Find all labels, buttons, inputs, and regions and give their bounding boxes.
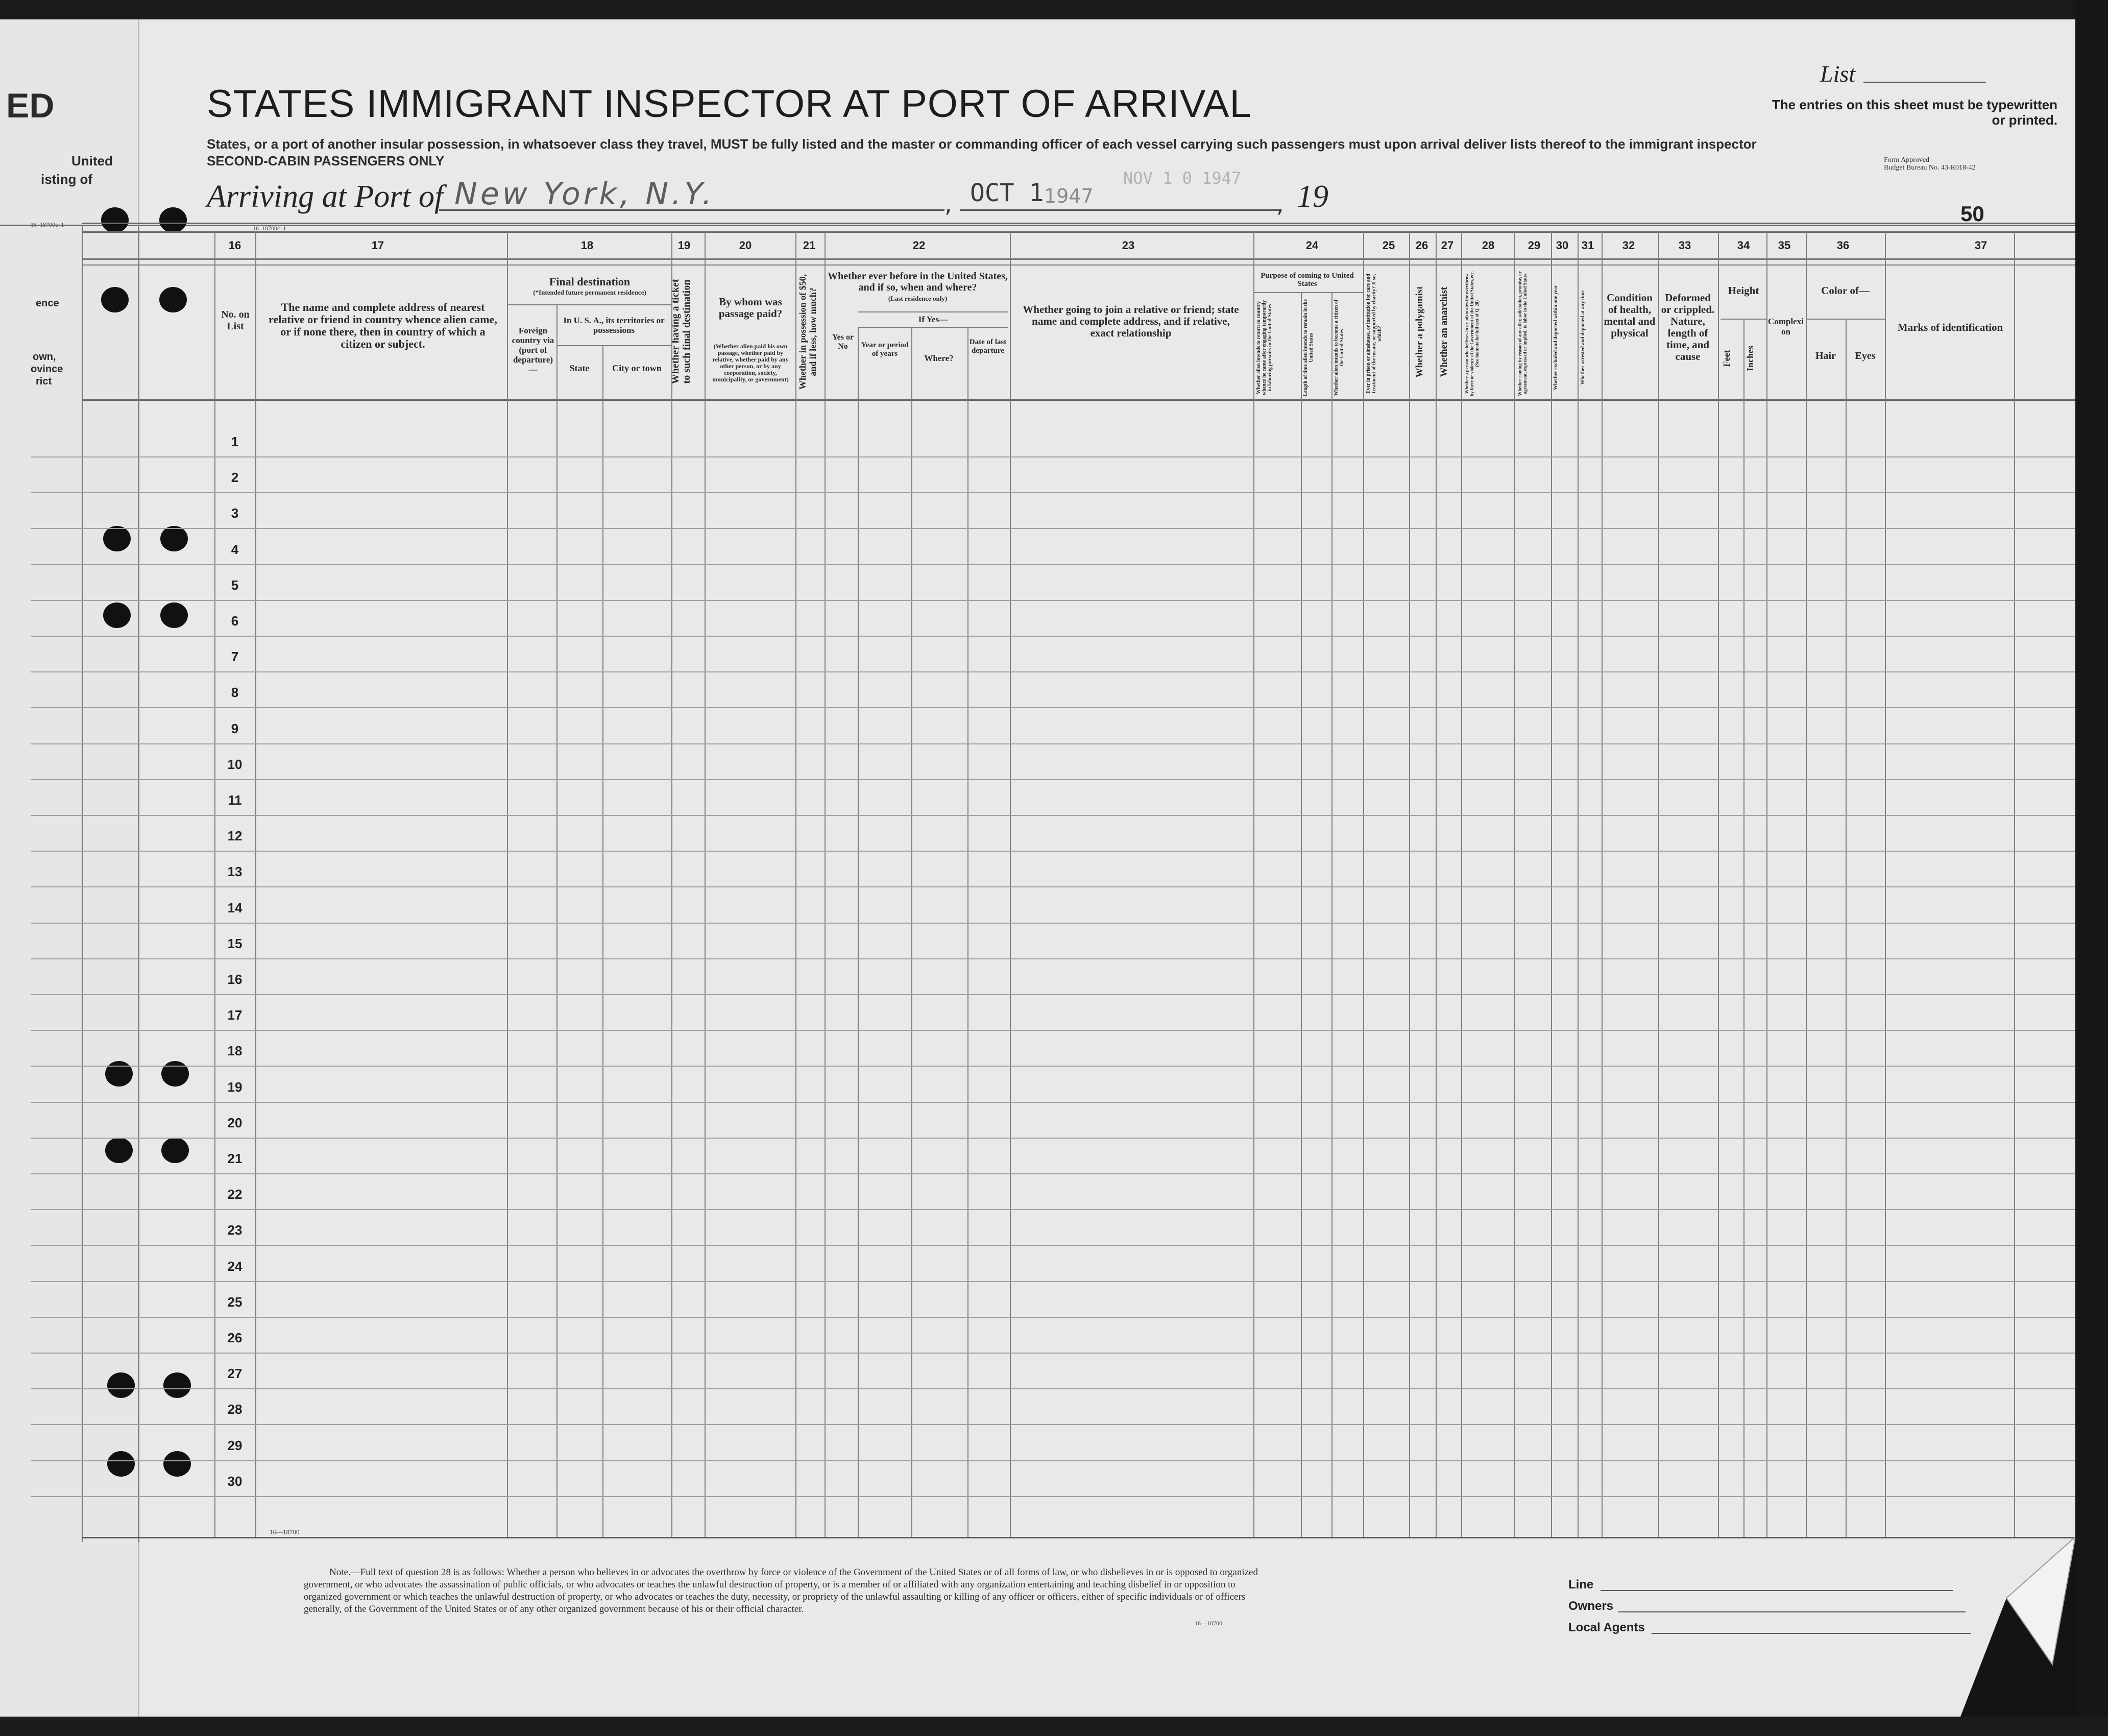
column-divider [1253, 231, 1254, 1537]
row-number: 20 [227, 1115, 243, 1130]
header-subrule [858, 327, 1008, 328]
footer-line-label: Line [1568, 1578, 1594, 1592]
header-purpose-b: Length of time alien intends to remain in the United States [1303, 299, 1314, 396]
column-number-35: 35 [1778, 239, 1791, 252]
table-row-line [31, 1281, 2075, 1282]
column-divider [671, 231, 672, 1537]
header-passage-paid: By whom was passage paid? [718, 296, 783, 320]
column-divider [1718, 231, 1719, 1537]
table-row-line [31, 958, 2075, 959]
header-overthrow: Whether a person who believes in or advocates the overthrow by force or violence of the Government of the United States, etc. (See footnote for full text of Q. 28) [1464, 271, 1480, 396]
binding-hole [103, 526, 131, 551]
header-feet: Feet [1722, 350, 1732, 367]
column-divider [967, 327, 968, 1537]
header-excluded: Whether excluded and deported within one year [1553, 285, 1559, 390]
row-number: 8 [231, 685, 239, 701]
header-polygamist: Whether a polygamist [1414, 286, 1425, 378]
table-row-line [31, 1496, 2075, 1497]
bottom-scan-edge [0, 1717, 2108, 1736]
class-line: SECOND-CABIN PASSENGERS ONLY [207, 153, 445, 168]
strip-fragment-own: own, [33, 351, 56, 363]
header-purpose: Purpose of coming to United States [1261, 272, 1354, 288]
row-number: 29 [227, 1437, 243, 1453]
row-number: 18 [227, 1043, 243, 1059]
binding-hole [101, 287, 129, 312]
sheet-number: 50 [1960, 202, 1984, 226]
page-title: STATES IMMIGRANT INSPECTOR AT PORT OF ARRIVAL [207, 82, 1252, 126]
header-ever-before-us: Whether ever before in the United States, and if so, when and where? [828, 271, 1008, 293]
row-number: 16 [227, 972, 243, 987]
form-approved: Form Approved [1884, 156, 1930, 164]
table-row-line [31, 492, 2075, 493]
table-row-line [31, 1388, 2075, 1389]
row-number: 22 [227, 1187, 243, 1202]
header-final-destination: Final destination [549, 275, 631, 288]
list-underline [1863, 82, 1986, 83]
header-subrule [1253, 292, 1363, 293]
table-row-line [31, 1353, 2075, 1354]
binding-hole [163, 1372, 191, 1398]
table-row-line [31, 1209, 2075, 1210]
column-divider [507, 231, 508, 1537]
header-prison: Ever in prison or almshouse, or institution for care and treatment of the insane, or supported by charity? If so, which? [1366, 274, 1383, 394]
year-prefix: 19 [1297, 179, 1328, 214]
binding-hole [105, 1061, 133, 1087]
column-divider [911, 327, 912, 1537]
strip-fragment-united: United [71, 153, 113, 168]
column-divider [795, 231, 796, 1537]
header-possession-50: Whether in possession of $50, and if less, how much? [797, 274, 818, 390]
instruction-line: States, or a port of another insular possession, in whatsoever class they travel, MUST be fully listed and the master or commanding officer of each vessel carrying such passengers must upon arrival deliver lists thereof to the immigrant inspector [207, 136, 1757, 152]
table-row-line [31, 886, 2075, 887]
header-no-on-list: No. on List [221, 309, 250, 332]
row-number: 11 [228, 792, 242, 808]
column-divider [214, 231, 215, 1537]
row-number: 4 [231, 541, 239, 557]
table-row-line [31, 564, 2075, 565]
header-offer-labor: Whether coming by reason of any offer, solicitation, promise, or agreement, expressed or implied, to labor in the United States [1517, 271, 1528, 396]
header-health: Condition of health, mental and physical [1604, 292, 1656, 339]
row-number: 24 [227, 1258, 243, 1274]
column-divider [255, 231, 256, 1537]
table-row-line [31, 743, 2075, 744]
table-form-code: 16—18700 [270, 1528, 300, 1536]
row-number: 3 [231, 505, 239, 521]
footer-local-agents-underline [1652, 1633, 1971, 1634]
header-final-destination-sub: (*Intended future permanent residence) [533, 288, 646, 296]
column-number-22: 22 [912, 239, 926, 252]
row-number: 25 [227, 1294, 243, 1310]
header-ever-before-us-sub: (Last residence only) [888, 295, 948, 302]
row-number: 19 [227, 1079, 243, 1095]
row-number: 21 [227, 1151, 243, 1166]
table-row-line [31, 1066, 2075, 1067]
question-28-note: Note.—Full text of question 28 is as follows: Whether a person who believes in or advocates the overthrow by force or violence of the Government of the United States or of all forms of law, or who disbelieves in or is opposed to organized government, or who advocates the assassination of public officials, or who advocates or teaches the unlawful destruction of property, or is a member of or affiliated with any organization entertaining and teaching disbelief in or opposition to organized government or which teaches the unlawful destruction of property, or who advocates or teaches the duty, necessity, or propriety of the unlawful assaulting or killing of any officer or officers, either of specific individuals or of officers generally, of the Government of the United States or of any other organized government because of his or their official character. [304, 1567, 1258, 1614]
header-complexion: Complexion [1768, 317, 1804, 336]
column-number-28: 28 [1482, 239, 1495, 252]
row-number: 1 [231, 434, 239, 449]
strip-fragment-rict: rict [36, 376, 52, 387]
column-divider [1514, 231, 1515, 1537]
binding-hole [159, 287, 187, 312]
column-divider [1602, 231, 1603, 1537]
column-number-16: 16 [228, 239, 241, 252]
column-number-34: 34 [1737, 239, 1750, 252]
footer-line-underline [1601, 1590, 1953, 1591]
header-in-usa: In U. S. A., its territories or possessions [563, 316, 665, 335]
note-form-code: 16—18700 [1195, 1620, 1222, 1627]
column-number-rule-2 [82, 264, 2075, 266]
header-subrule [508, 304, 671, 305]
row-number: 14 [227, 900, 243, 915]
margin-line [82, 225, 83, 1542]
column-number-17: 17 [371, 239, 384, 252]
column-number-29: 29 [1528, 239, 1541, 252]
table-row-line [31, 600, 2075, 601]
row-number: 7 [231, 649, 239, 665]
table-row-line [31, 636, 2075, 637]
header-height: Height [1728, 284, 1759, 297]
header-subrule [858, 311, 1008, 312]
column-number-18: 18 [580, 239, 594, 252]
footer-owners-underline [1618, 1611, 1966, 1612]
form-approved-block [1884, 156, 1976, 172]
column-number-31: 31 [1581, 239, 1594, 252]
binding-hole [161, 1138, 189, 1163]
binding-hole [107, 1372, 135, 1398]
table-row-line [31, 779, 2075, 780]
header-where: Where? [924, 353, 954, 363]
column-divider [1846, 319, 1847, 1537]
row-number: 30 [227, 1473, 243, 1489]
row-number: 13 [227, 864, 243, 880]
header-eyes: Eyes [1855, 350, 1876, 361]
header-nearest-relative: The name and complete address of nearest relative or friend in country whence alien came, or if none there, then in country of which a citizen or subject. [269, 301, 497, 350]
column-number-21: 21 [803, 239, 816, 252]
table-row-line [31, 815, 2075, 816]
arriving-label: Arriving at Port of [207, 179, 444, 214]
table-bottom-rule [82, 1537, 2075, 1538]
strip-fragment-ovince: ovince [31, 364, 63, 375]
table-row-line [31, 1102, 2075, 1103]
column-divider [556, 304, 558, 1537]
table-row-line [31, 994, 2075, 995]
table-row-line [31, 707, 2075, 708]
header-join-relative: Whether going to join a relative or friend; state name and complete address, and if relative, exact relationship [1023, 303, 1239, 339]
header-anarchist: Whether an anarchist [1439, 286, 1449, 377]
header-state: State [569, 363, 590, 373]
column-number-24: 24 [1305, 239, 1319, 252]
header-ticket: Whether having a ticket to such final destination [670, 279, 692, 384]
column-number-27: 27 [1441, 239, 1454, 252]
strip-fragment-listing: isting of [41, 172, 93, 187]
strip-form-code: 16–18700c–1 [31, 221, 64, 228]
row-number: 6 [231, 613, 239, 629]
binding-hole [101, 207, 129, 233]
table-row-line [31, 1245, 2075, 1246]
row-number: 12 [227, 828, 243, 844]
row-number: 10 [227, 756, 243, 772]
footer-owners-label: Owners [1568, 1599, 1614, 1613]
header-purpose-a: Whether alien intends to return to country whence he came after engaging temporarily in laboring pursuits in the United States [1256, 300, 1273, 396]
strip-fragment-ence: ence [36, 298, 59, 309]
margin-line [138, 225, 139, 1542]
column-divider [1301, 292, 1302, 1537]
binding-hole [160, 602, 188, 628]
strip-fragment-ed: ED [6, 86, 55, 125]
table-row-line [31, 1424, 2075, 1425]
header-inches: Inches [1745, 346, 1755, 372]
header-top-rule [82, 223, 2075, 224]
year-written: 1947 [1044, 185, 1094, 207]
table-row-line [31, 1460, 2075, 1461]
header-bottom-rule [82, 399, 2075, 401]
header-marks-identification: Marks of identification [1897, 321, 2003, 333]
table-row-line [31, 1030, 2075, 1031]
row-number: 9 [231, 720, 239, 736]
column-divider [1551, 231, 1552, 1537]
column-divider [1436, 231, 1437, 1537]
column-divider [1743, 319, 1744, 1537]
column-divider [2014, 231, 2015, 1537]
column-divider [1461, 231, 1462, 1537]
header-foreign-country: Foreign country via (port of departure)— [512, 326, 554, 374]
table-row-line [31, 456, 2075, 457]
header-yes-or-no: Yes or No [832, 333, 854, 351]
strip-rule [0, 225, 2075, 226]
column-number-36: 36 [1836, 239, 1850, 252]
column-divider [1010, 231, 1011, 1537]
column-divider [1578, 231, 1579, 1537]
list-label: List [1820, 61, 1856, 87]
column-number-23: 23 [1122, 239, 1135, 252]
date-underline [960, 209, 1279, 211]
comma: , [1276, 190, 1284, 218]
header-if-yes: If Yes— [918, 315, 948, 324]
column-divider [1806, 231, 1807, 1537]
table-row-line [31, 1317, 2075, 1318]
column-number-26: 26 [1415, 239, 1428, 252]
row-number: 2 [231, 470, 239, 486]
column-number-19: 19 [677, 239, 691, 252]
table-row-line [31, 1173, 2075, 1174]
table-row-line [31, 1138, 2075, 1139]
binding-hole [107, 1451, 135, 1477]
entries-note: The entries on this sheet must be typewritten or printed. [1772, 97, 2057, 128]
row-number: 17 [227, 1007, 243, 1023]
header-city-or-town: City or town [612, 363, 662, 373]
comma: , [944, 190, 952, 218]
binding-hole [161, 1061, 189, 1087]
column-divider [825, 231, 826, 1537]
header-year-period: Year or period of years [861, 341, 909, 358]
table-row-line [31, 671, 2075, 672]
column-number-32: 32 [1622, 239, 1635, 252]
folded-corner [1960, 1537, 2075, 1717]
column-number-33: 33 [1678, 239, 1691, 252]
column-divider [705, 231, 706, 1537]
column-divider [1363, 231, 1364, 1537]
top-scan-edge [0, 0, 2108, 19]
header-subrule [556, 345, 671, 346]
port-handwritten: New York, N.Y. [454, 176, 715, 212]
header-form-code: 16–18700c–1 [253, 225, 286, 232]
table-row-line [31, 851, 2075, 852]
footer-local-agents-label: Local Agents [1568, 1621, 1645, 1634]
binding-hole [105, 1138, 133, 1163]
column-divider [1331, 292, 1332, 1537]
table-row-line [31, 528, 2075, 529]
header-arrested: Whether arrested and deported at any time [1580, 290, 1586, 385]
header-deformed: Deformed or crippled. Nature, length of time, and cause [1661, 292, 1715, 363]
column-divider [1409, 231, 1410, 1537]
column-divider [602, 345, 603, 1537]
column-divider [1658, 231, 1659, 1537]
binding-hole [160, 526, 188, 551]
binding-hole [163, 1451, 191, 1477]
column-divider [1885, 231, 1886, 1537]
faint-date-stamp: NOV 1 0 1947 [1123, 168, 1242, 188]
column-divider [1766, 231, 1767, 1537]
row-number: 28 [227, 1402, 243, 1417]
header-hair: Hair [1815, 350, 1836, 361]
column-number-37: 37 [1974, 239, 1988, 252]
header-top-rule-2 [82, 231, 2075, 233]
column-number-30: 30 [1556, 239, 1569, 252]
column-number-20: 20 [739, 239, 752, 252]
binding-hole [103, 602, 131, 628]
row-number: 15 [227, 935, 243, 951]
column-divider [858, 327, 859, 1537]
column-number-25: 25 [1382, 239, 1395, 252]
binding-hole [159, 207, 187, 233]
column-number-rule [82, 258, 2075, 260]
budget-bureau: Budget Bureau No. 43-R018-42 [1884, 164, 1976, 172]
row-number: 26 [227, 1330, 243, 1345]
table-row-line [31, 923, 2075, 924]
row-number: 5 [231, 577, 239, 593]
row-number: 27 [227, 1366, 243, 1382]
date-stamp: OCT 1 [970, 179, 1044, 207]
header-date-last-departure: Date of last departure [969, 338, 1007, 355]
header-passage-paid-sub: (Whether alien paid his own passage, whether paid by relative, whether paid by any other person, or by any corporation, society, municipality, or government) [712, 343, 789, 383]
right-scan-edge [2075, 0, 2108, 1736]
row-number: 23 [227, 1222, 243, 1238]
header-purpose-c: Whether alien intends to become a citizen of the United States [1334, 299, 1345, 396]
header-color-of: Color of— [1821, 284, 1870, 297]
